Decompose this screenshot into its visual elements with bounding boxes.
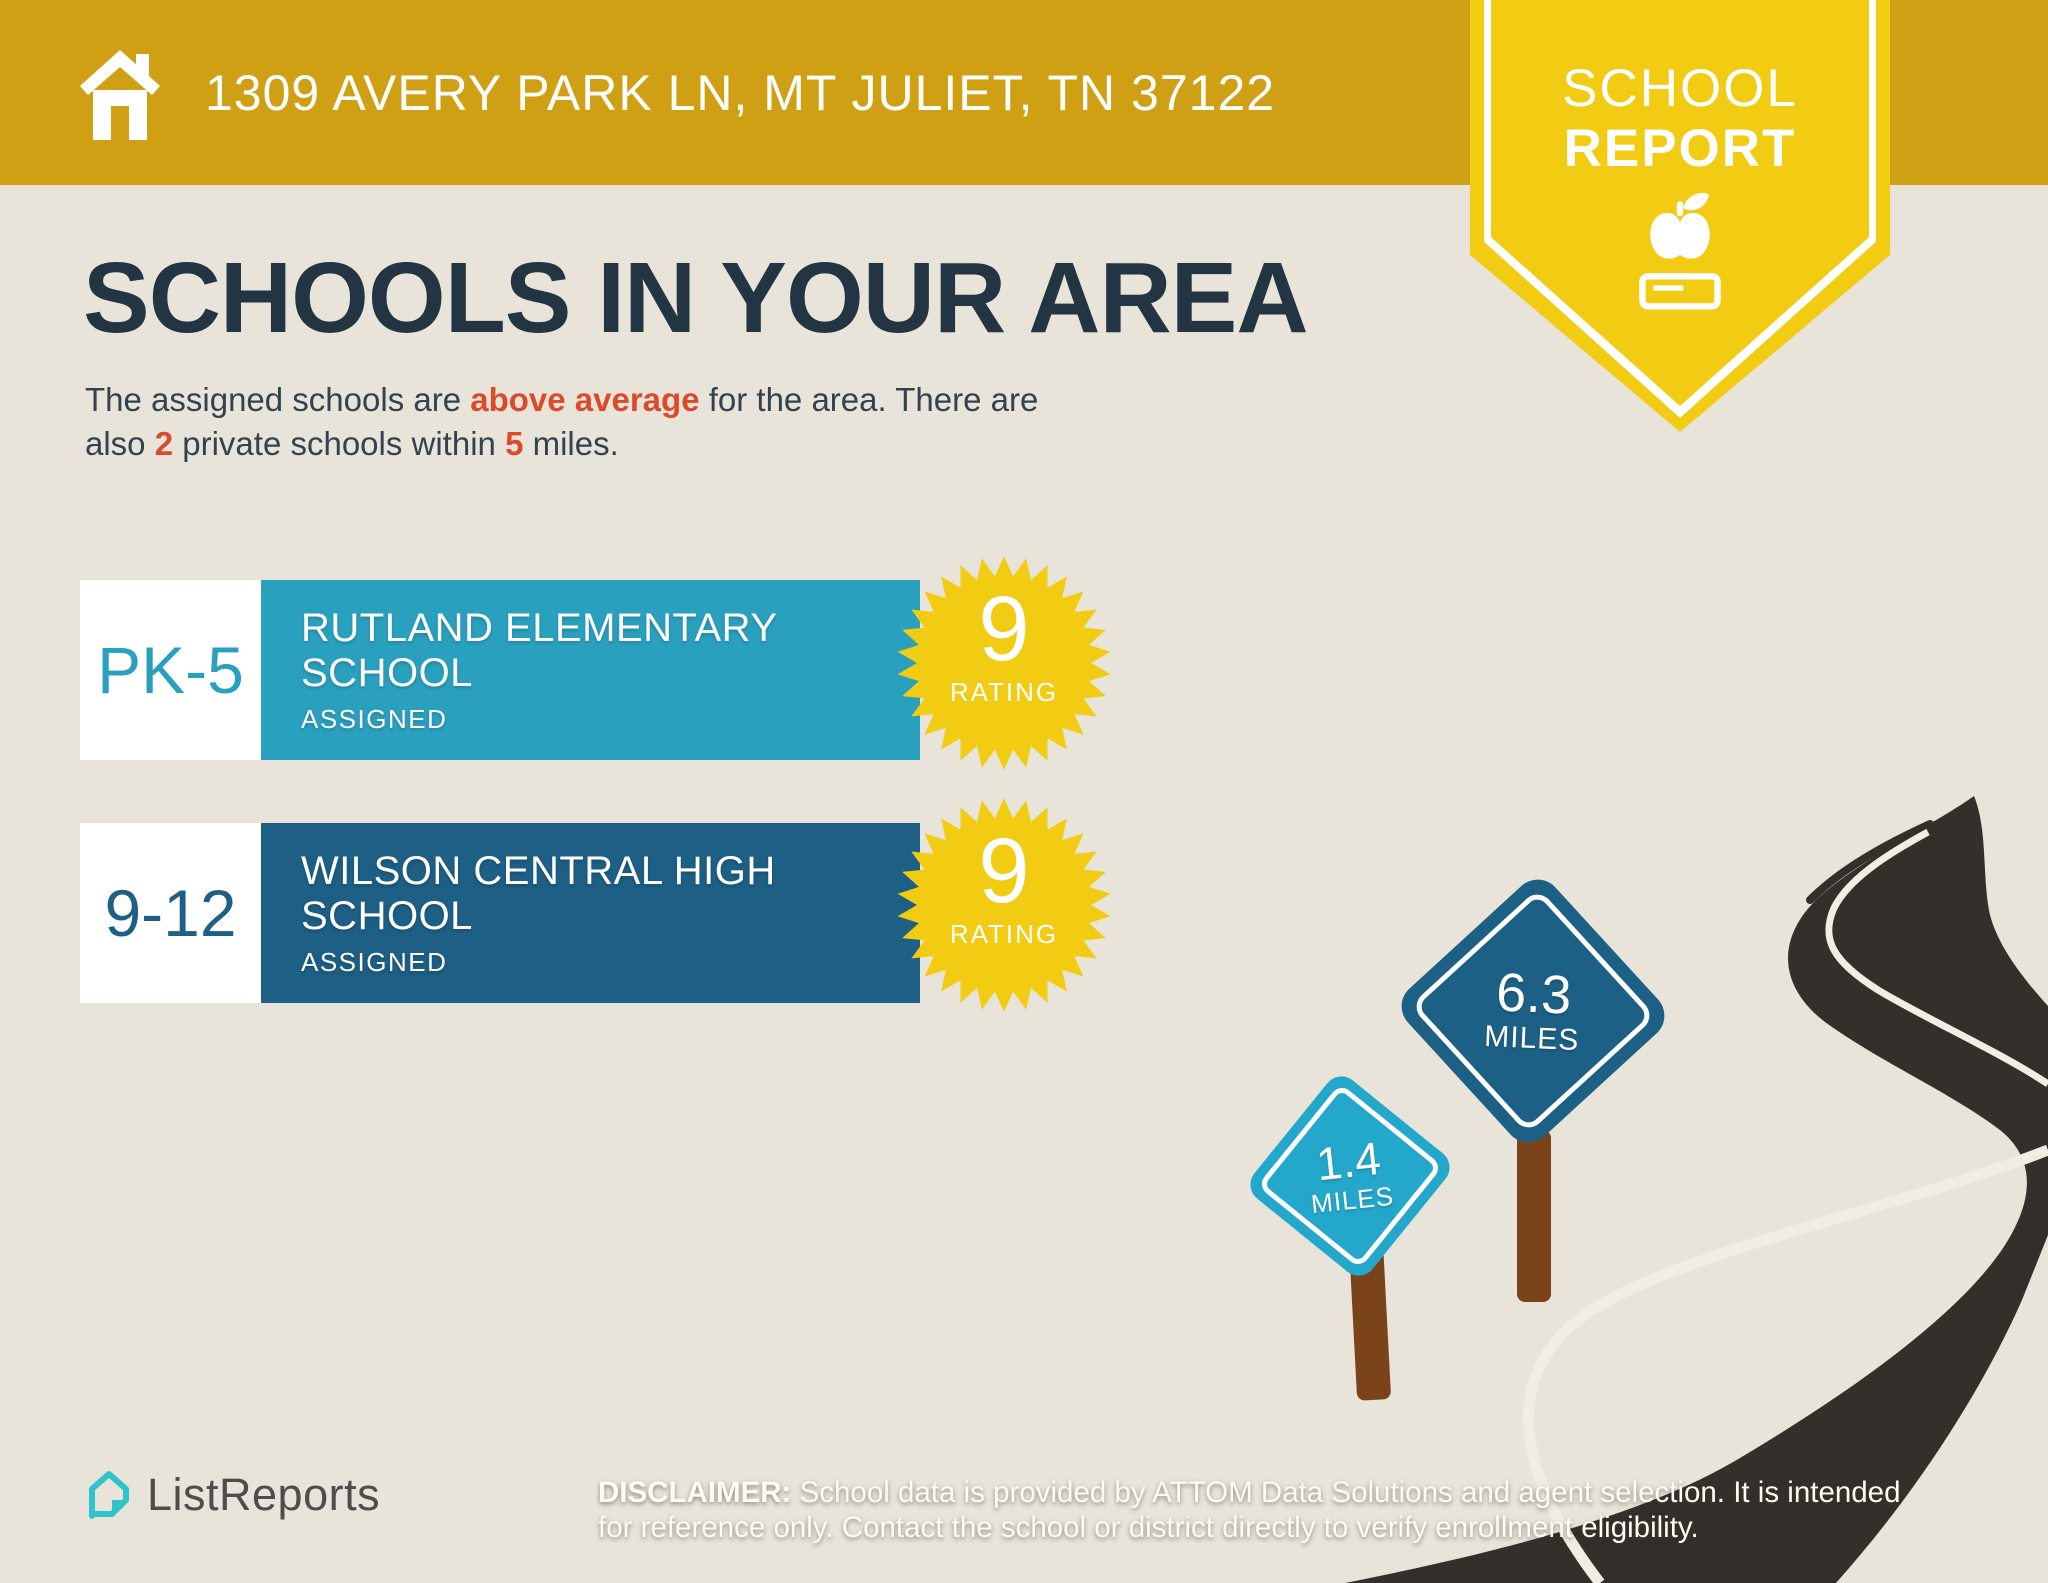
badge-title-line2: REPORT xyxy=(1563,119,1797,178)
school-name: WILSON CENTRAL HIGH SCHOOL xyxy=(301,848,776,938)
school-report-badge xyxy=(1470,0,1890,432)
logo-text: ListReports xyxy=(147,1469,381,1520)
school-name: RUTLAND ELEMENTARY SCHOOL xyxy=(301,605,777,695)
listreports-logo xyxy=(85,1468,380,1522)
rating-value: 9 xyxy=(978,820,1030,922)
intro-highlight-count: 2 xyxy=(154,425,174,462)
distance-text xyxy=(1266,1092,1433,1259)
intro-highlight-above-average: above average xyxy=(470,381,700,418)
distance-value: 6.3 xyxy=(1494,962,1573,1026)
distance-sign-high xyxy=(1429,907,1638,1116)
intro-seg: miles. xyxy=(523,425,619,462)
distance-value: 1.4 xyxy=(1313,1131,1383,1190)
property-address: 1309 AVERY PARK LN, MT JULIET, TN 37122 xyxy=(205,64,1276,121)
intro-highlight-radius: 5 xyxy=(505,425,524,462)
disclaimer-label: DISCLAIMER: xyxy=(598,1476,792,1509)
school-status: ASSIGNED xyxy=(301,946,448,977)
distance-unit: MILES xyxy=(1309,1180,1396,1219)
sign-post-far xyxy=(1517,1130,1551,1302)
intro-seg: The assigned schools are xyxy=(85,381,471,418)
intro-seg: private schools within xyxy=(173,425,506,462)
disclaimer-text xyxy=(598,1475,1998,1545)
rating-value: 9 xyxy=(978,578,1030,680)
school-status: ASSIGNED xyxy=(301,703,448,734)
apple-book-icon xyxy=(1620,182,1740,332)
badge-title-line1: SCHOOL xyxy=(1562,59,1798,118)
intro-seg: for the area. There are xyxy=(699,381,1039,418)
grade-range-label: PK-5 xyxy=(97,633,244,707)
disclaimer-line2: for reference only. Contact the school or district directly to verify enrollment eligibility. xyxy=(598,1511,1699,1544)
disclaimer-line1: School data is provided by ATTOM Data Solutions and agent selection. It is intended xyxy=(791,1476,1901,1509)
distance-text xyxy=(1429,907,1638,1116)
rating-label: RATING xyxy=(949,919,1059,949)
rating-label: RATING xyxy=(949,677,1059,707)
logo-house-icon xyxy=(85,1468,133,1522)
grade-range-label: 9-12 xyxy=(104,876,237,950)
intro-seg: also xyxy=(85,425,155,462)
distance-sign-elementary xyxy=(1266,1092,1433,1259)
page-title: SCHOOLS IN YOUR AREA xyxy=(83,242,1308,354)
distance-unit: MILES xyxy=(1483,1019,1580,1058)
